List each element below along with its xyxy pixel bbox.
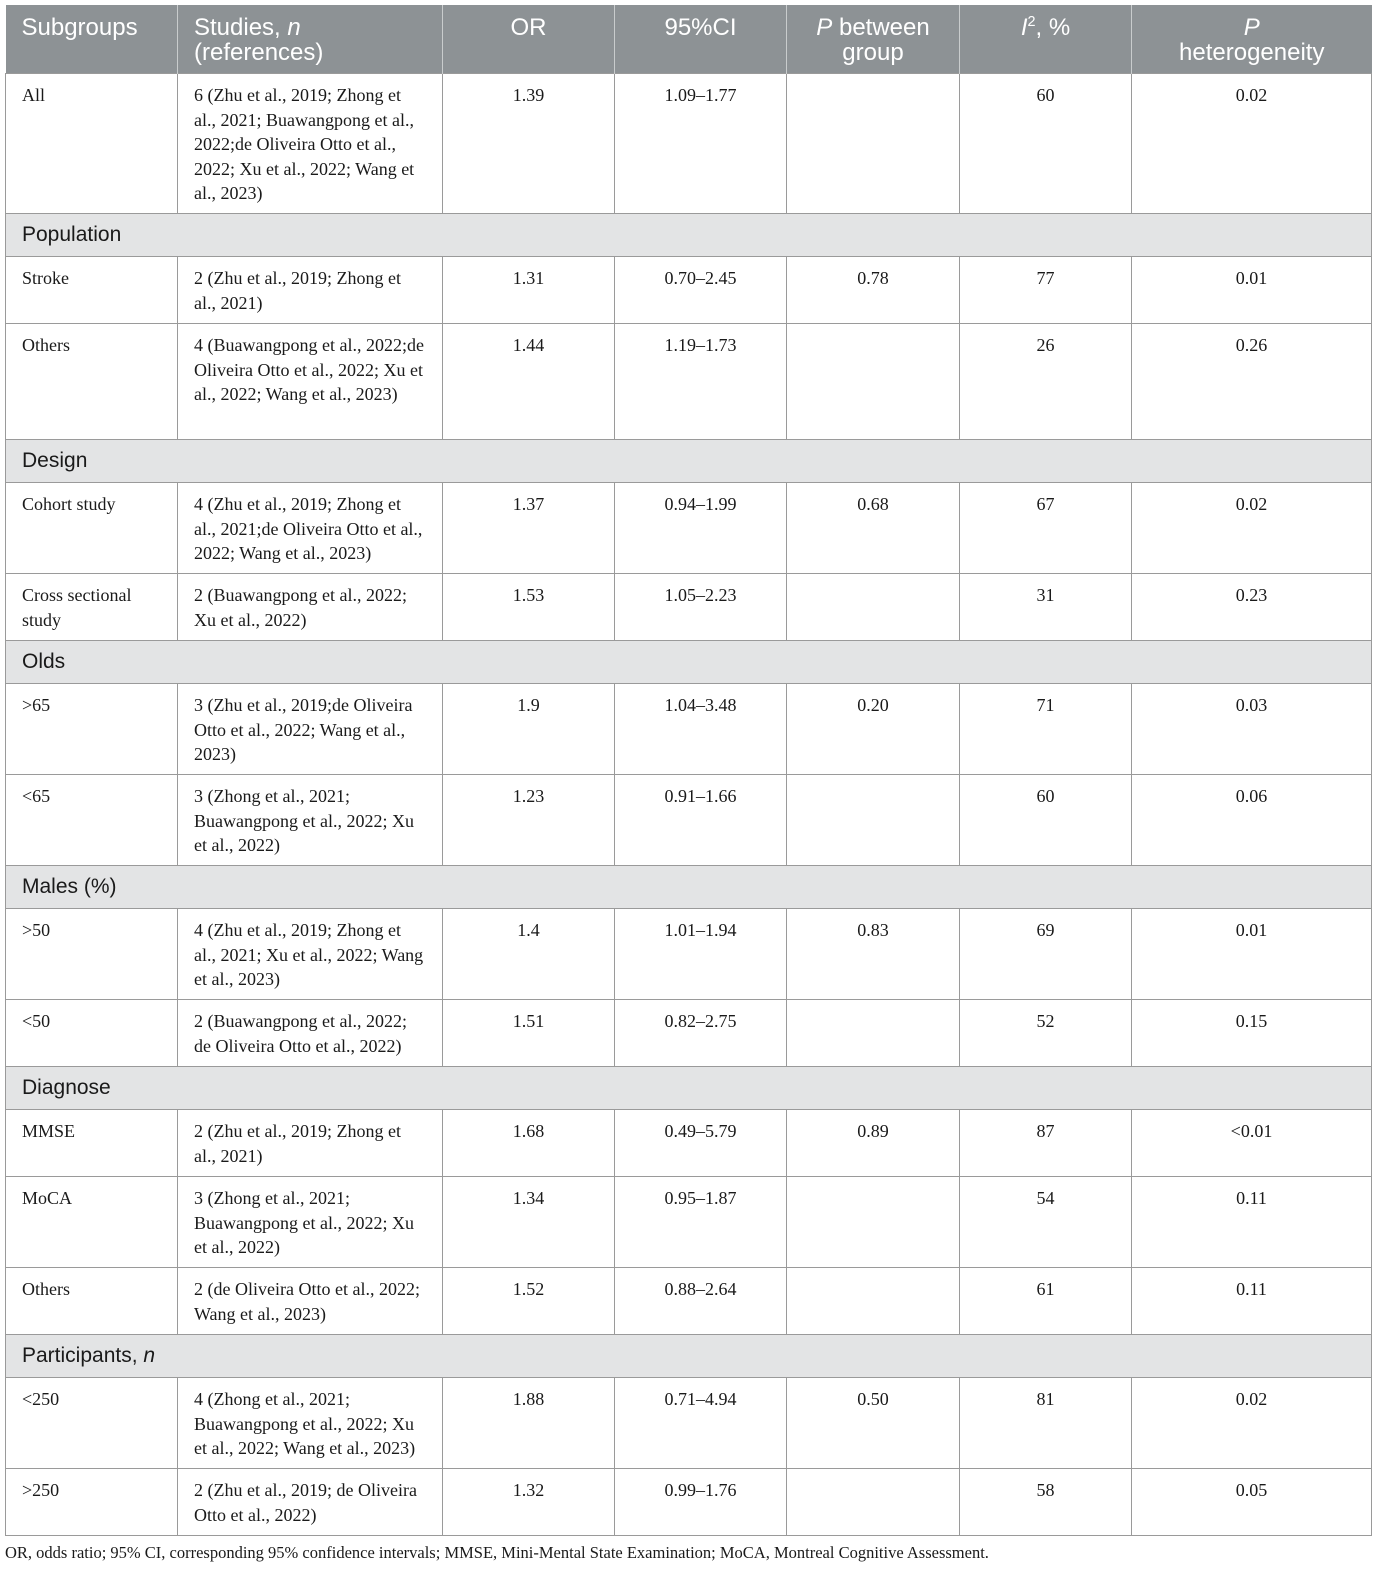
group-title: Males (%) [6, 866, 1372, 909]
studies-cell: 4 (Buawangpong et al., 2022;de Oliveira Otto et al., 2022; Xu et al., 2022; Wang et al., 2023) [178, 324, 443, 440]
or-cell: 1.39 [443, 74, 615, 214]
group-header-population [6, 214, 1372, 257]
studies-cell: 3 (Zhong et al., 2021; Buawangpong et al., 2022; Xu et al., 2022) [178, 1177, 443, 1268]
group-header-diagnose [6, 1067, 1372, 1110]
p-heterogeneity-cell: 0.02 [1132, 483, 1372, 574]
subgroup-label: <65 [6, 775, 178, 866]
ci-cell: 1.01–1.94 [615, 909, 787, 1000]
ci-cell: 0.88–2.64 [615, 1268, 787, 1335]
ci-cell: 1.09–1.77 [615, 74, 787, 214]
p-heterogeneity-cell: 0.05 [1132, 1469, 1372, 1536]
ci-cell: 0.82–2.75 [615, 1000, 787, 1067]
studies-cell: 4 (Zhu et al., 2019; Zhong et al., 2021; Xu et al., 2022; Wang et al., 2023) [178, 909, 443, 1000]
p-between-cell: 0.68 [787, 483, 960, 574]
p-between-cell [787, 1000, 960, 1067]
ci-cell: 0.95–1.87 [615, 1177, 787, 1268]
ci-cell: 1.04–3.48 [615, 684, 787, 775]
ci-cell: 0.49–5.79 [615, 1110, 787, 1177]
table-row [6, 775, 1372, 866]
subgroup-label: Stroke [6, 257, 178, 324]
table-row [6, 257, 1372, 324]
or-cell: 1.68 [443, 1110, 615, 1177]
subgroup-label: >65 [6, 684, 178, 775]
group-header-participants [6, 1335, 1372, 1378]
header-ci: 95%CI [615, 5, 787, 74]
or-cell: 1.23 [443, 775, 615, 866]
i2-cell: 61 [960, 1268, 1132, 1335]
p-heterogeneity-cell: 0.11 [1132, 1177, 1372, 1268]
table-row [6, 1110, 1372, 1177]
subgroup-label: <250 [6, 1378, 178, 1469]
subgroup-label: Cohort study [6, 483, 178, 574]
ci-cell: 0.91–1.66 [615, 775, 787, 866]
studies-cell: 4 (Zhong et al., 2021; Buawangpong et al., 2022; Xu et al., 2022; Wang et al., 2023) [178, 1378, 443, 1469]
p-between-cell [787, 324, 960, 440]
p-heterogeneity-cell: 0.11 [1132, 1268, 1372, 1335]
studies-cell: 2 (de Oliveira Otto et al., 2022; Wang et al., 2023) [178, 1268, 443, 1335]
ci-cell: 1.19–1.73 [615, 324, 787, 440]
p-between-cell [787, 1177, 960, 1268]
p-between-cell [787, 775, 960, 866]
table-footnote: OR, odds ratio; 95% CI, corresponding 95% confidence intervals; MMSE, Mini-Mental State Examination; MoCA, Montreal Cognitive Assessment. [5, 1543, 989, 1562]
p-between-cell: 0.78 [787, 257, 960, 324]
subgroup-label: Others [6, 1268, 178, 1335]
p-between-cell: 0.50 [787, 1378, 960, 1469]
group-title: Olds [6, 641, 1372, 684]
table-row [6, 574, 1372, 641]
group-header-males [6, 866, 1372, 909]
group-title: Diagnose [6, 1067, 1372, 1110]
p-heterogeneity-cell: 0.23 [1132, 574, 1372, 641]
i2-cell: 69 [960, 909, 1132, 1000]
i2-cell: 87 [960, 1110, 1132, 1177]
header-studies: Studies, n (references) [178, 5, 443, 74]
subgroup-label: >50 [6, 909, 178, 1000]
subgroup-label: All [6, 74, 178, 214]
p-between-cell: 0.20 [787, 684, 960, 775]
ci-cell: 0.99–1.76 [615, 1469, 787, 1536]
table-row [6, 483, 1372, 574]
studies-cell: 4 (Zhu et al., 2019; Zhong et al., 2021;de Oliveira Otto et al., 2022; Wang et al., 2023) [178, 483, 443, 574]
p-heterogeneity-cell: 0.03 [1132, 684, 1372, 775]
subgroup-label: Others [6, 324, 178, 440]
header-i2: $I^2$, % [960, 5, 1132, 74]
header-row [6, 5, 1372, 74]
group-header-design [6, 440, 1372, 483]
i2-cell: 77 [960, 257, 1132, 324]
or-cell: 1.52 [443, 1268, 615, 1335]
table-row [6, 1268, 1372, 1335]
table-row [6, 324, 1372, 440]
studies-cell: 3 (Zhong et al., 2021; Buawangpong et al., 2022; Xu et al., 2022) [178, 775, 443, 866]
subgroup-label: MMSE [6, 1110, 178, 1177]
p-between-cell: 0.89 [787, 1110, 960, 1177]
or-cell: 1.88 [443, 1378, 615, 1469]
i2-cell: 58 [960, 1469, 1132, 1536]
table-row [6, 1000, 1372, 1067]
studies-cell: 6 (Zhu et al., 2019; Zhong et al., 2021; Buawangpong et al., 2022;de Oliveira Otto et al., 2022; Xu et al., 2022; Wang et al., 2023) [178, 74, 443, 214]
p-between-cell [787, 574, 960, 641]
ci-cell: 0.71–4.94 [615, 1378, 787, 1469]
studies-cell: 3 (Zhu et al., 2019;de Oliveira Otto et al., 2022; Wang et al., 2023) [178, 684, 443, 775]
group-title: Population [6, 214, 1372, 257]
i2-cell: 67 [960, 483, 1132, 574]
i2-cell: 71 [960, 684, 1132, 775]
ci-cell: 0.94–1.99 [615, 483, 787, 574]
group-title: Design [6, 440, 1372, 483]
p-between-cell: 0.83 [787, 909, 960, 1000]
table-row [6, 1469, 1372, 1536]
table-row [6, 74, 1372, 214]
header-p-heterogeneity: P heterogeneity [1132, 5, 1372, 74]
ci-cell: 0.70–2.45 [615, 257, 787, 324]
p-heterogeneity-cell: 0.26 [1132, 324, 1372, 440]
ci-cell: 1.05–2.23 [615, 574, 787, 641]
studies-cell: 2 (Zhu et al., 2019; de Oliveira Otto et al., 2022) [178, 1469, 443, 1536]
i2-cell: 60 [960, 775, 1132, 866]
studies-cell: 2 (Zhu et al., 2019; Zhong et al., 2021) [178, 1110, 443, 1177]
p-between-cell [787, 74, 960, 214]
subgroup-analysis-table [5, 5, 1372, 1536]
table-row [6, 1177, 1372, 1268]
p-between-cell [787, 1268, 960, 1335]
p-heterogeneity-cell: 0.01 [1132, 257, 1372, 324]
subgroup-label: <50 [6, 1000, 178, 1067]
table-row [6, 1378, 1372, 1469]
subgroup-label: >250 [6, 1469, 178, 1536]
studies-cell: 2 (Buawangpong et al., 2022; Xu et al., 2022) [178, 574, 443, 641]
group-header-olds [6, 641, 1372, 684]
or-cell: 1.53 [443, 574, 615, 641]
subgroup-label: MoCA [6, 1177, 178, 1268]
p-heterogeneity-cell: 0.06 [1132, 775, 1372, 866]
or-cell: 1.37 [443, 483, 615, 574]
i2-cell: 60 [960, 74, 1132, 214]
i2-cell: 81 [960, 1378, 1132, 1469]
or-cell: 1.31 [443, 257, 615, 324]
header-p-between: P between group [787, 5, 960, 74]
subgroup-label: Cross sectional study [6, 574, 178, 641]
i2-cell: 26 [960, 324, 1132, 440]
p-between-cell [787, 1469, 960, 1536]
p-heterogeneity-cell: <0.01 [1132, 1110, 1372, 1177]
p-heterogeneity-cell: 0.01 [1132, 909, 1372, 1000]
table-row [6, 909, 1372, 1000]
group-title: Participants, n [6, 1335, 1372, 1378]
studies-cell: 2 (Buawangpong et al., 2022; de Oliveira Otto et al., 2022) [178, 1000, 443, 1067]
i2-cell: 52 [960, 1000, 1132, 1067]
i2-cell: 54 [960, 1177, 1132, 1268]
table-row [6, 684, 1372, 775]
or-cell: 1.44 [443, 324, 615, 440]
or-cell: 1.34 [443, 1177, 615, 1268]
or-cell: 1.32 [443, 1469, 615, 1536]
header-or: OR [443, 5, 615, 74]
or-cell: 1.4 [443, 909, 615, 1000]
or-cell: 1.9 [443, 684, 615, 775]
header-subgroups: Subgroups [6, 5, 178, 74]
or-cell: 1.51 [443, 1000, 615, 1067]
p-heterogeneity-cell: 0.15 [1132, 1000, 1372, 1067]
p-heterogeneity-cell: 0.02 [1132, 74, 1372, 214]
i2-cell: 31 [960, 574, 1132, 641]
p-heterogeneity-cell: 0.02 [1132, 1378, 1372, 1469]
studies-cell: 2 (Zhu et al., 2019; Zhong et al., 2021) [178, 257, 443, 324]
